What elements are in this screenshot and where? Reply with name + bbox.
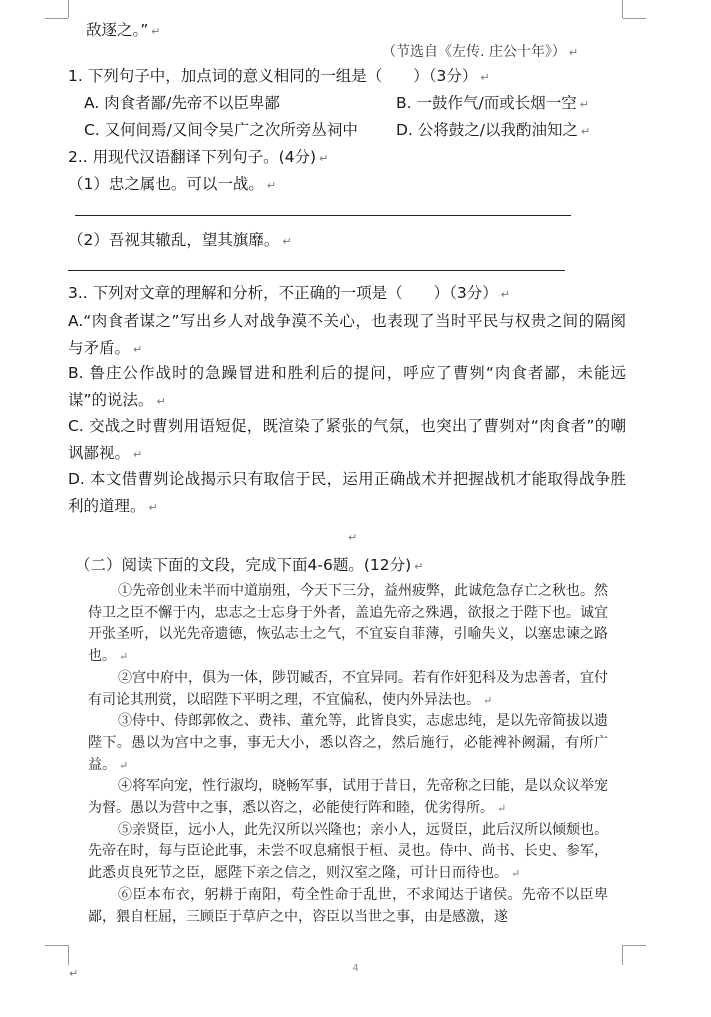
passage-paragraph-5: ⑤亲贤臣，远小人，此先汉所以兴隆也；亲小人，远贤臣，此后汉所以倾颓也。先帝在时，每与臣论此事，未尝不叹息痛恨于桓、灵也。侍中、尚书、长史、参军，此悉贞良死节之臣，愿陛下亲之信之，则汉室之隆，可计日而待也。 ↵ (88, 821, 608, 882)
crop-mark (623, 18, 646, 19)
page-number: 4 (352, 963, 359, 974)
crop-mark (622, 0, 623, 18)
section2-heading: （二）阅读下面的文段，完成下面4-6题。(12分) ↵ (75, 556, 424, 574)
passage-paragraph-6: ⑥臣本布衣，躬耕于南阳，苟全性命于乱世，不求闻达于诸侯。先帝不以臣卑鄙，猥自枉屈，三顾臣于草庐之中，咨臣以当世之事，由是感激，遂 (88, 886, 609, 925)
passage-paragraph-1: ①先帝创业未半而中道崩殂，今天下三分，益州疲弊，此诚危急存亡之秋也。然侍卫之臣不懈于内，忠志之士忘身于外者，盖追先帝之殊遇，欲报之于陛下也。诚宜开张圣听，以光先帝遗德，恢弘志士之气，不宜妄自菲薄，引喻失义，以塞忠谏之路也。 ↵ (88, 583, 608, 665)
q3-option-a: A.“肉食者谋之”写出乡人对战争漠不关心，也表现了当时平民与权贵之间的隔阂与矛盾。 ↵ (68, 312, 626, 357)
crop-mark (45, 945, 68, 946)
empty-paragraph-mark: ↵ (348, 531, 358, 544)
passage-paragraph-4: ④将军向宠，性行淑均，晓畅军事，试用于昔日，先帝称之曰能，是以众议举宠为督。愚以为营中之事，悉以咨之，必能使行阵和睦，优劣得所。 ↵ (88, 778, 608, 817)
q3-option-d: D. 本文借曹刿论战揭示只有取信于民，运用正确战术并把握战机才能取得战争胜利的道理。 ↵ (68, 470, 626, 515)
answer-line-1[interactable] (75, 215, 571, 216)
crop-mark (622, 945, 623, 965)
q3-option-b: B. 鲁庄公作战时的急躁冒进和胜利后的提问，呼应了曹刿“肉食者鄙，未能远谋”的说法。 ↵ (68, 364, 626, 409)
source-note: （节选自《左传. 庄公十年》） ↵ (382, 44, 579, 60)
q3-option-c: C. 交战之时曹刿用语短促，既渲染了紧张的气氛，也突出了曹刿对“肉食者”的嘲讽鄙视。 ↵ (68, 417, 626, 462)
q1-stem: 1. 下列句子中，加点词的意义相同的一组是（ ）（3分） ↵ (68, 67, 490, 85)
footer-paragraph-mark: ↵ (69, 967, 79, 980)
crop-mark (45, 18, 68, 19)
q1-option-a: A. 肉食者鄙/先帝不以臣卑鄙 (84, 94, 280, 112)
passage-paragraph-2: ②宫中府中，俱为一体，陟罚臧否，不宜异同。若有作奸犯科及为忠善者，宜付有司论其刑赏，以昭陛下平明之理，不宜偏私，使内外异法也。 ↵ (88, 669, 608, 708)
answer-line-2[interactable] (68, 270, 565, 271)
q3-stem: 3.. 下列对文章的理解和分析，不正确的一项是（ ）（3分） ↵ (68, 284, 510, 302)
top-continuation-text: 敌逐之。” ↵ (86, 21, 161, 39)
q1-option-c: C. 又何间焉/又间令吴广之次所旁丛祠中 (84, 121, 358, 139)
q2-part2: （2）吾视其辙乱，望其旗靡。 ↵ (68, 231, 292, 249)
q2-stem: 2.. 用现代汉语翻译下列句子。(4分) ↵ (68, 148, 329, 166)
crop-mark (68, 0, 69, 18)
crop-mark (623, 945, 646, 946)
q2-part1: （1）忠之属也。可以一战。 ↵ (68, 175, 277, 193)
passage-paragraph-3: ③侍中、侍郎郭攸之、费祎、董允等，此皆良实，志虑忠纯，是以先帝简拔以遗陛下。愚以为宫中之事，事无大小，悉以咨之，然后施行，必能裨补阙漏，有所广益。 ↵ (88, 713, 608, 773)
q1-option-d: D. 公将鼓之/以我酌油知之 ↵ (396, 121, 591, 139)
q1-option-b: B. 一鼓作气/而或长烟一空 ↵ (396, 94, 589, 112)
classical-passage (88, 581, 608, 928)
